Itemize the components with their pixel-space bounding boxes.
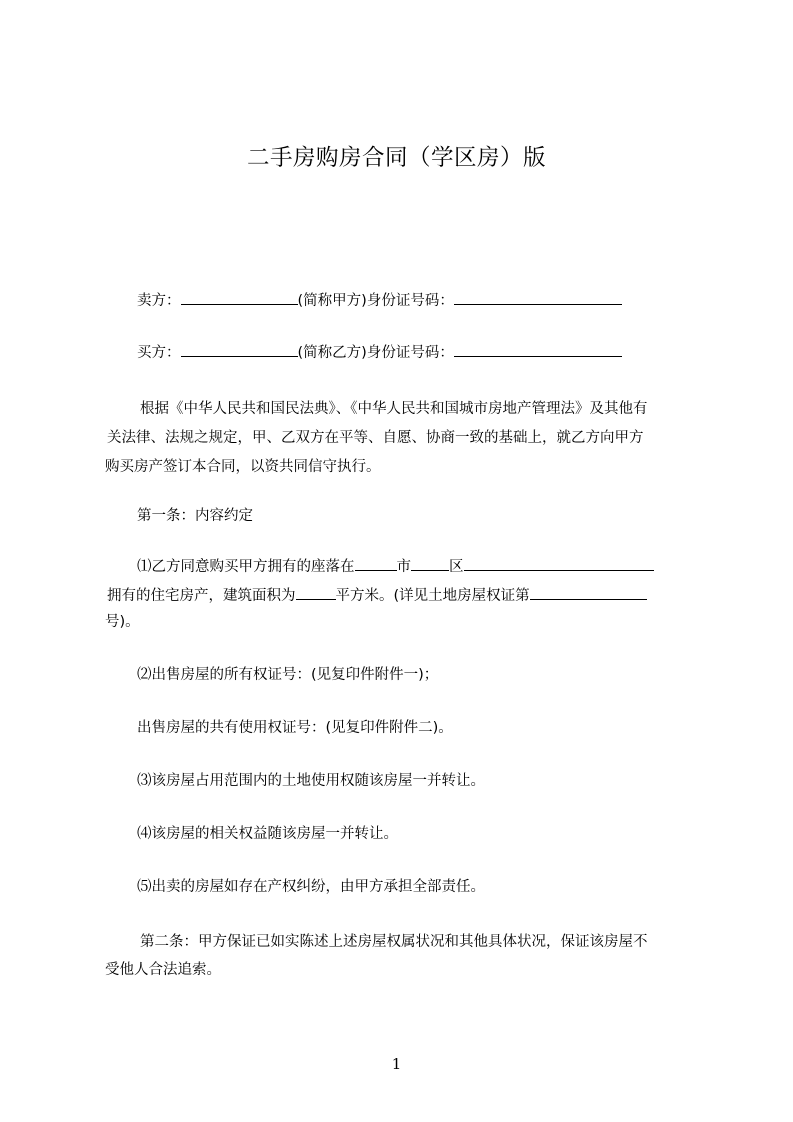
seller-alias: (简称甲方)身份证号码：: [297, 293, 454, 309]
clause1-text-b: 拥有的住宅房产，建筑面积为: [107, 588, 296, 604]
clause1-line-2: [107, 582, 707, 611]
article2-line-2: 受他人合法追索。: [105, 962, 221, 978]
clause1-line-1: [137, 553, 737, 582]
clause4: ⑷该房屋的相关权益随该房屋一并转让。: [137, 826, 398, 842]
buyer-name-blank: [181, 342, 298, 357]
clause1-text-c: 平方米。(详见土地房屋权证第: [335, 588, 530, 604]
intro-line-3: 购买房产签订本合同，以资共同信守执行。: [105, 459, 381, 475]
buyer-label: 买方：: [137, 345, 181, 361]
area-blank: [296, 585, 336, 600]
district-blank: [411, 556, 449, 571]
intro-line-1: 根据《中华人民共和国民法典》、《中华人民共和国城市房地产管理法》及其他有: [140, 401, 648, 417]
clause1-city: 市: [396, 559, 411, 575]
seller-name-blank: [181, 290, 298, 305]
document-title: 二手房购房合同（学区房）版: [246, 145, 546, 171]
certificate-number-blank: [530, 585, 647, 600]
clause5: ⑸出卖的房屋如存在产权纠纷，由甲方承担全部责任。: [137, 879, 485, 895]
clause2: ⑵出售房屋的所有权证号：(见复印件附件一)；: [137, 667, 439, 683]
seller-label: 卖方：: [137, 293, 181, 309]
page-number: 1: [391, 1055, 402, 1073]
clause2-shared-right: 出售房屋的共有使用权证号：(见复印件附件二)。: [137, 720, 453, 736]
intro-line-2: 关法律、法规之规定，甲、乙双方在平等、自愿、协商一致的基础上，就乙方向甲方: [107, 430, 644, 446]
seller-line: [137, 287, 737, 316]
buyer-line: [137, 339, 737, 368]
clause1-district: 区: [449, 559, 464, 575]
clause3: ⑶该房屋占用范围内的土地使用权随该房屋一并转让。: [137, 773, 485, 789]
buyer-id-blank: [454, 342, 622, 357]
article2-line-1: 第二条：甲方保证已如实陈述上述房屋权属状况和其他具体状况，保证该房屋不: [140, 934, 648, 950]
seller-id-blank: [454, 290, 622, 305]
buyer-alias: (简称乙方)身份证号码：: [297, 345, 454, 361]
city-blank: [355, 556, 397, 571]
address-blank: [464, 556, 654, 571]
clause1-line-3: 号)。: [105, 614, 140, 630]
clause1-text-a: ⑴乙方同意购买甲方拥有的座落在: [137, 559, 355, 575]
article1-heading: 第一条：内容约定: [137, 508, 253, 524]
